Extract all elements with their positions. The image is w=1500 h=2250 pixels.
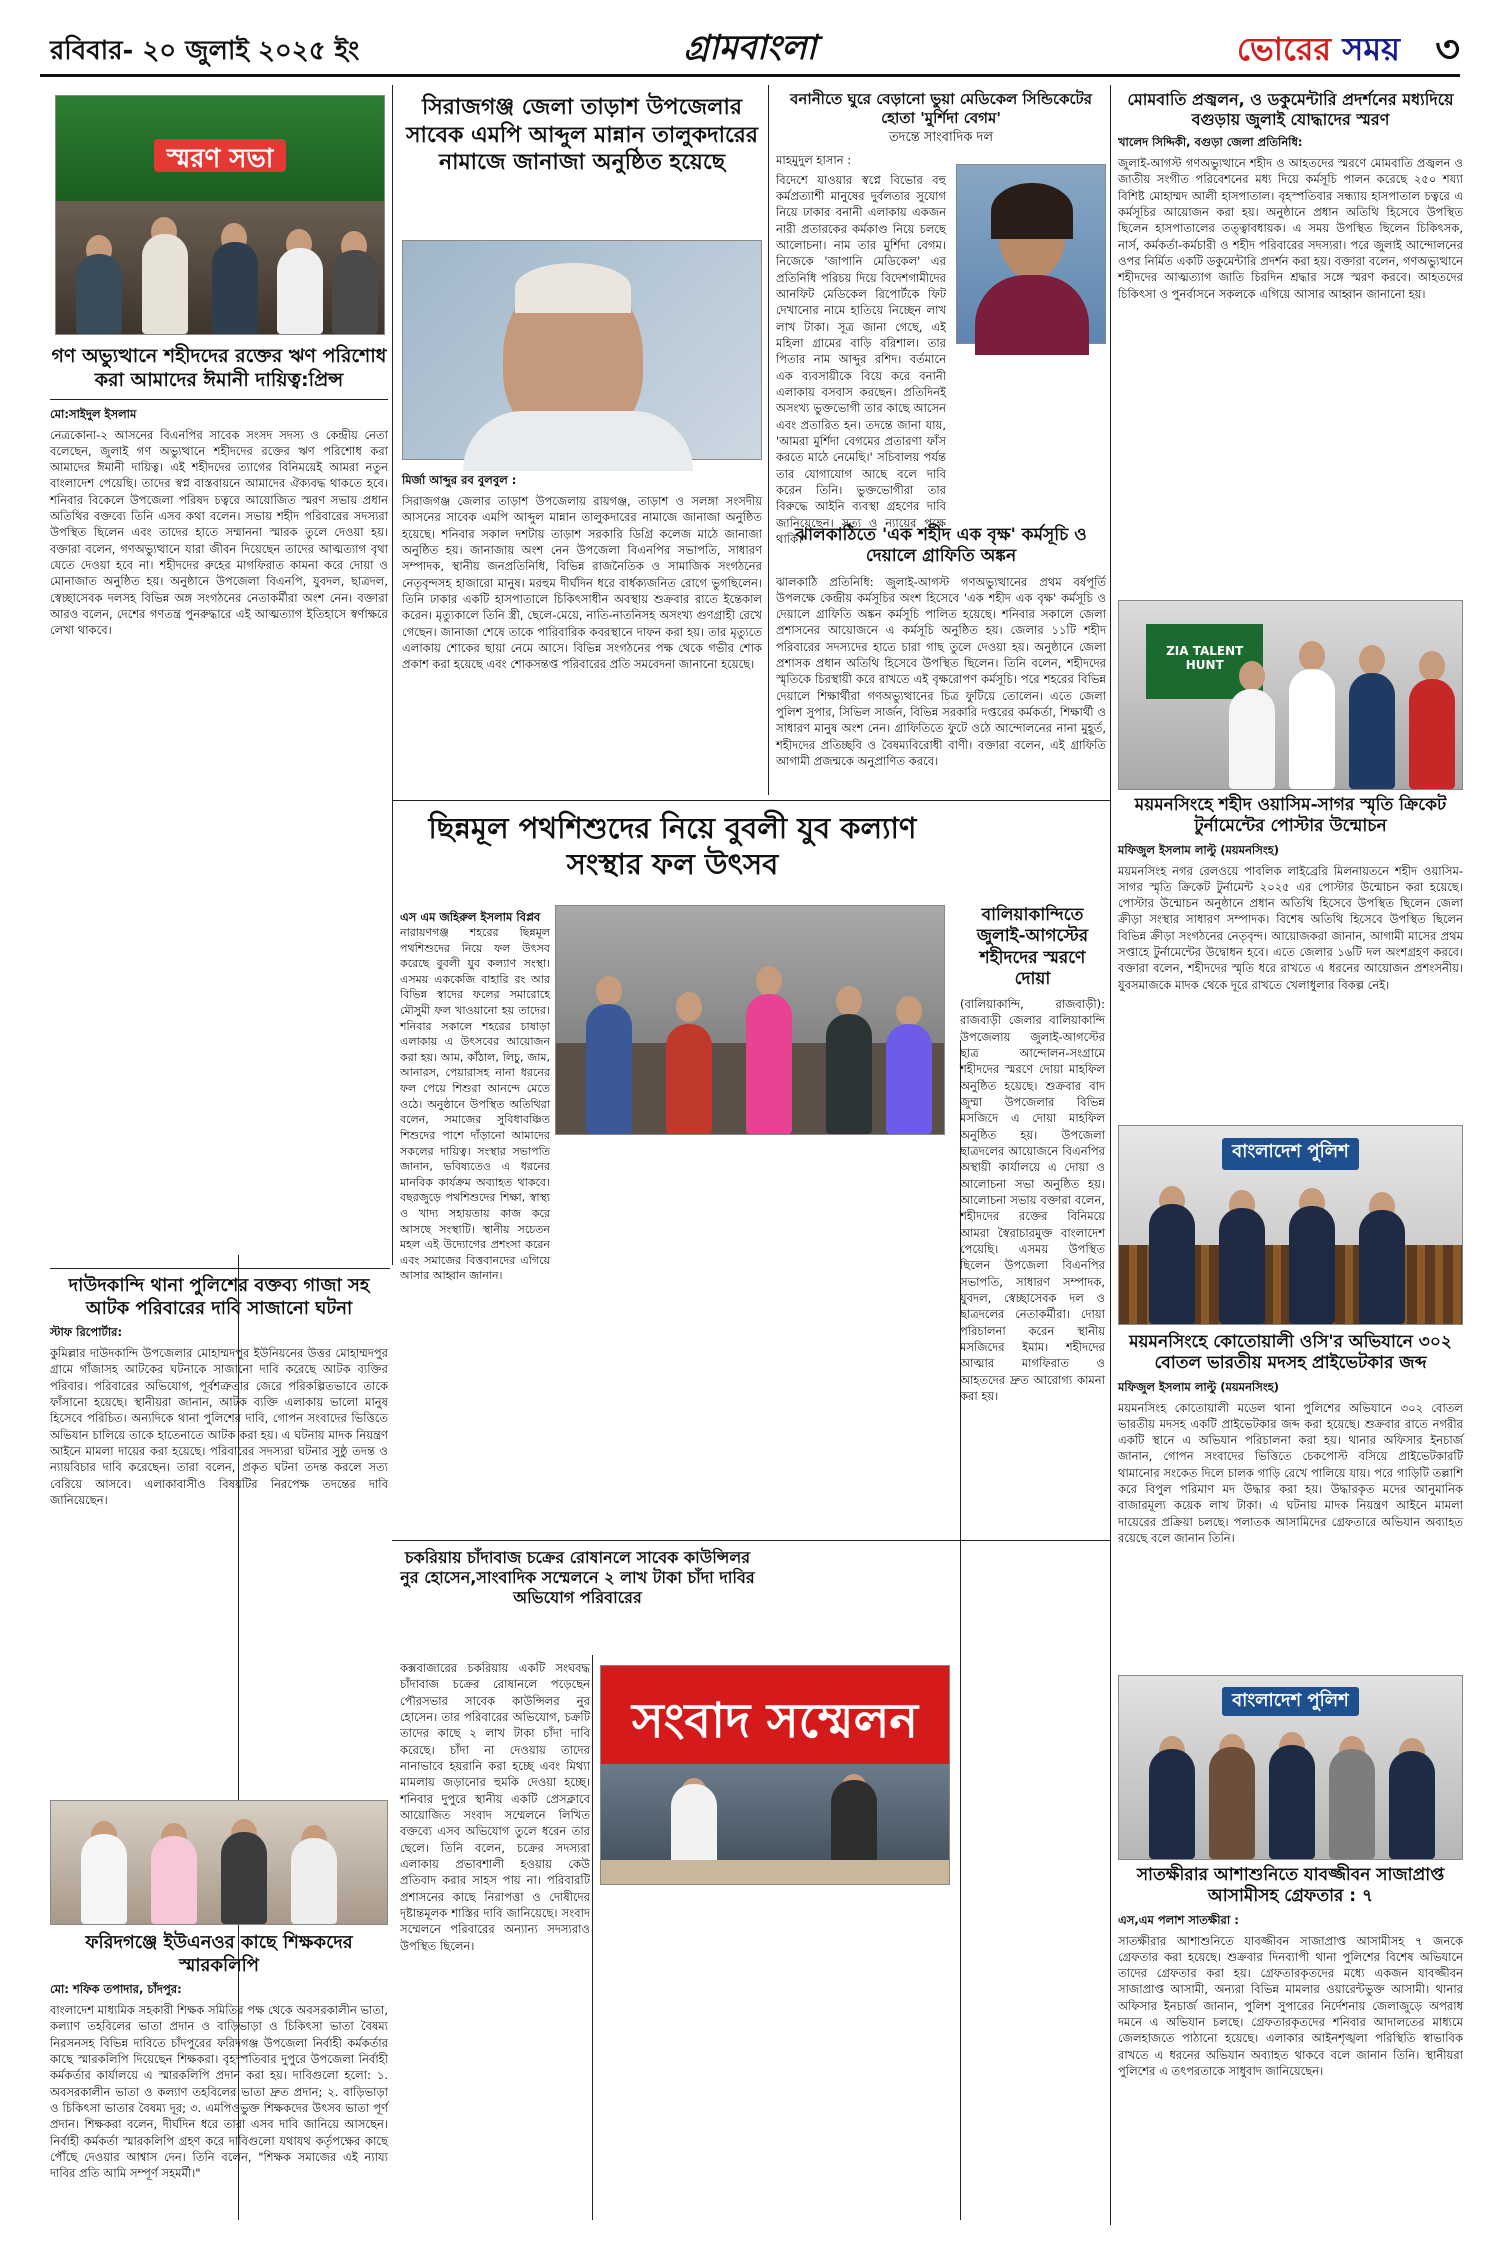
masthead-rule xyxy=(40,74,1460,77)
article-body: বিদেশে যাওয়ার স্বপ্নে বিভোর বহু কর্মপ্রত্যাশী মানুষের দুর্বলতার সুযোগ নিয়ে ঢাকার বনানী এলাকায় একজন নারী প্রতারকের কর্মকাণ্ড নিয়ে চলছে আলোচনা। নাম তার মুর্শিদা বেগম। নিজেকে 'জাপানি মেডিকেল' এর প্রতিনিধি পরিচয় দিয়ে বিদেশগামীদের আনফিট মেডিকেল রিপোর্টকে ফিট দেখানোর নামে হাতিয়ে নিচ্ছেন লাখ লাখ টাকা। সূত্র জানা গেছে, এই মহিলা গ্রামের বাড়ি বরিশাল। তার পিতার নাম আব্দুর রশিদ। বর্তমানে এক ব্যবসায়ীকে বিয়ে করে বনানী এলাকায় বসবাস করছেন। প্রতিদিনই অসংখ্য ভুক্তভোগী তার কাছে আসেন এবং প্রতারিত হন। তদন্তে জানা যায়, 'আমরা মুর্শিদা বেগমের প্রতারণা ফাঁস করতে মাঠে নেমেছি।' সচিবালয় পর্যন্ত তার যোগাযোগ আছে বলে দাবি করেন তিনি। ভুক্তভোগীরা তার বিরুদ্ধে আইনি ব্যবস্থা গ্রহণের দাবি জানিয়েছেন। সত্য ও ন্যায়ের পক্ষে থাকি। xyxy=(776,172,946,546)
headline: গণ অভ্যুত্থানে শহীদদের রক্তের ঋণ পরিশোধ করা আমাদের ঈমানী দায়িত্ব:প্রিন্স xyxy=(51,345,387,391)
headline: সিরাজগঞ্জ জেলা তাড়াশ উপজেলার সাবেক এমপি আব্দুল মান্নান তালুকদারের নামাজে জানাজা অনুষ্ঠিত হয়েছে xyxy=(405,95,759,175)
article-fruit-festival-body-col xyxy=(400,925,550,1283)
newspaper-logo xyxy=(1237,24,1400,78)
article-body: ময়মনসিংহ কোতোয়ালী মডেল থানা পুলিশের অভিযানে ৩০২ বোতল ভারতীয় মদসহ একটি প্রাইভেটকার জব্দ করা হয়েছে। শুক্রবার রাতে নগরীর একটি স্থানে এ অভিযান পরিচালনা করা হয়। থানার অফিসার ইনচার্জ জানান, গোপন সংবাদের ভিত্তিতে চেকপোস্ট বসিয়ে প্রাইভেটকারটি থামানোর সংকেত দিলে চালক গাড়ি রেখে পালিয়ে যায়। পরে গাড়িটি তল্লাশি করে বিপুল পরিমাণ মদ উদ্ধার করা হয়। উদ্ধারকৃত মদের আনুমানিক বাজারমূল্য কয়েক লাখ টাকা। এ ঘটনায় মাদক নিয়ন্ত্রণ আইনে মামলা দায়েরের প্রক্রিয়া চলছে। পলাতক আসামিদের গ্রেফতারে অভিযান অব্যাহত রয়েছে বলে জানান তিনি। xyxy=(1118,1400,1463,1546)
column-divider xyxy=(768,85,769,795)
headline: সাতক্ষীরার আশাশুনিতে যাবজ্জীবন সাজাপ্রাপ্ত আসামীসহ গ্রেফতার : ৭ xyxy=(1136,1865,1445,1907)
article-body: জুলাই-আগস্ট গণঅভ্যুত্থানে শহীদ ও আহতদের স্মরণে মোমবাতি প্রজ্বলন ও জাতীয় সংগীত পরিবেশনের মধ্য দিয়ে কর্মসূচি পালন করেছে ২৫০ শয্যা বিশিষ্ট মোহাম্মদ আলী হাসপাতাল। বৃহস্পতিবার সন্ধ্যায় হাসপাতাল চত্বরে এ কর্মসূচির আয়োজন করা হয়। অনুষ্ঠানে প্রধান অতিথি হিসেবে উপস্থিত ছিলেন হাসপাতালের তত্ত্বাবধায়ক। এ সময় উপস্থিত ছিলেন চিকিৎসক, নার্স, কর্মকর্তা-কর্মচারী ও শহীদ পরিবারের সদস্যরা। পরে জুলাই আন্দোলনের ওপর নির্মিত একটি ডকুমেন্টারি প্রদর্শন করা হয়। বক্তারা বলেন, গণঅভ্যুত্থানে শহীদদের আত্মত্যাগ জাতি চিরদিন শ্রদ্ধার সঙ্গে স্মরণ করবে। আহতদের চিকিৎসা ও পুনর্বাসনে সকলকে এগিয়ে আসার আহ্বান জানানো হয়। xyxy=(1118,156,1463,301)
section-title: গ্রামবাংলা xyxy=(683,28,817,68)
article-daudkandi xyxy=(50,1275,388,1795)
headline: চকরিয়ায় চাঁদাবাজ চক্রের রোষানলে সাবেক কাউন্সিলর নুর হোসেন,সাংবাদিক সম্মেলনে ২ লাখ টাকা চাঁদা দাবির অভিযোগ পরিবারের xyxy=(400,1548,755,1607)
headline: ময়মনসিংহে শহীদ ওয়াসিম-সাগর স্মৃতি ক্রিকেট টুর্নামেন্টের পোস্টার উন্মোচন xyxy=(1134,795,1447,837)
headline: বনানীতে ঘুরে বেড়ানো ভুয়া মেডিকেল সিন্ডিকেটের হোতা 'মুর্শিদা বেগম' xyxy=(790,90,1092,127)
article-body: ঝালকাঠি প্রতিনিধি: জুলাই-আগস্ট গণঅভ্যুত্থানের প্রথম বর্ষপূর্তি উপলক্ষে কেন্দ্রীয় কর্মসূচির অংশ হিসেবে 'এক শহীদ এক বৃক্ষ' কর্মসূচি ও দেয়ালে গ্রাফিতি অঙ্কন কর্মসূচি পালিত হয়েছে। শনিবার সকালে জেলা প্রশাসনের আয়োজনে এ কর্মসূচি অনুষ্ঠিত হয়। জেলার ১১টি শহীদ পরিবারের সদস্যদের হাতে চারা গাছ তুলে দেওয়া হয়। অনুষ্ঠানে জেলা প্রশাসক প্রধান অতিথি হিসেবে উপস্থিত ছিলেন। তিনি বলেন, শহীদদের স্মৃতিকে চিরস্থায়ী করে রাখতে এই বৃক্ষরোপণ কর্মসূচি। পরে শহরের বিভিন্ন দেয়ালে শিক্ষার্থীরা গণঅভ্যুত্থানের চিত্র ফুটিয়ে তোলেন। এতে জেলা পুলিশ সুপার, সিভিল সার্জন, বিভিন্ন সরকারি দপ্তরের কর্মকর্তা, শিক্ষার্থী ও সাধারণ মানুষ অংশ নেন। গ্রাফিতিতে ফুটে ওঠে আন্দোলনের নানা মুহূর্ত, শহীদদের প্রতিচ্ছবি ও বৈষম্যবিরোধী বাণী। বক্তারা বলেন, এই গ্রাফিতি আগামী প্রজন্মকে অনুপ্রাণিত করবে। xyxy=(776,574,1106,769)
article-body: কুমিল্লার দাউদকান্দি উপজেলার মোহাম্মদপুর ইউনিয়নের উত্তর মোহাম্মদপুর গ্রামে গাঁজাসহ আটকের ঘটনাকে সাজানো দাবি করেছে আটক ব্যক্তির পরিবার। পরিবারের অভিযোগ, পূর্বশত্রুতার জেরে পরিকল্পিতভাবে তাকে ফাঁসানো হয়েছে। স্থানীয়রা জানান, আটক ব্যক্তি এলাকায় ভালো মানুষ হিসেবে পরিচিত। অন্যদিকে থানা পুলিশের দাবি, গোপন সংবাদের ভিত্তিতে অভিযান চালিয়ে তাকে হাতেনাতে আটক করা হয়। এ ঘটনায় মাদক নিয়ন্ত্রণ আইনে মামলা দায়ের করা হয়েছে। পরিবারের সদস্যরা ঘটনার সুষ্ঠু তদন্ত ও ন্যায়বিচার দাবি করেছেন। তারা বলেন, প্রকৃত ঘটনা তদন্ত করলে সত্য বেরিয়ে আসবে। এলাকাবাসীও বিষয়টির নিরপেক্ষ তদন্তের দাবি জানিয়েছেন। xyxy=(50,1346,388,1507)
article-body: কক্সবাজারের চকরিয়ায় একটি সংঘবদ্ধ চাঁদাবাজ চক্রের রোষানলে পড়েছেন পৌরসভার সাবেক কাউন্সিলর নুর হোসেন। তার পরিবারের অভিযোগ, চক্রটি তাদের কাছে ২ লাখ টাকা চাঁদা দাবি করেছে। চাঁদা না দেওয়ায় তাদের নানাভাবে হয়রানি করা হচ্ছে এবং মিথ্যা মামলায় জড়ানোর হুমকি দেওয়া হচ্ছে। শনিবার দুপুরে স্থানীয় একটি প্রেসক্লাবে আয়োজিত সংবাদ সম্মেলনে লিখিত বক্তব্যে এসব অভিযোগ তুলে ধরেন তার ছেলে। তিনি বলেন, চক্রের সদস্যরা এলাকায় প্রভাবশালী হওয়ায় কেউ প্রতিবাদ করার সাহস পায় না। পরিবারটি প্রশাসনের কাছে নিরাপত্তা ও দোষীদের দৃষ্টান্তমূলক শাস্তির দাবি জানিয়েছে। সংবাদ সম্মেলনে পরিবারের অন্যান্য সদস্যরাও উপস্থিত ছিলেন। xyxy=(400,1661,590,1953)
column-divider xyxy=(592,1655,593,2220)
byline: মফিজুল ইসলাম লাল্টু (ময়মনসিংহ) xyxy=(1118,842,1280,857)
byline: খালেদ সিদ্দিকী, বগুড়া জেলা প্রতিনিধি: xyxy=(1118,135,1303,149)
arrest-photo xyxy=(1118,1675,1463,1860)
banner-text: ZIA TALENT HUNT xyxy=(1146,624,1263,699)
column-divider xyxy=(1110,85,1111,2225)
byline: মফিজুল ইসলাম লাল্টু (ময়মনসিংহ) xyxy=(1118,1379,1280,1394)
article-body: নেত্রকোনা-২ আসনের বিএনপির সাবেক সংসদ সদস্য ও কেন্দ্রীয় নেতা বলেছেন, জুলাই গণ অভ্যুত্থানে শহীদদের রক্তের ঋণ পরিশোধ করা আমাদের ঈমানী দায়িত্ব। এই শহীদদের ত্যাগের বিনিময়েই আমরা নতুন বাংলাদেশ পেয়েছি। তাদের স্বপ্ন বাস্তবায়নে আমাদের ঐক্যবদ্ধ থাকতে হবে। শনিবার বিকেলে উপজেলা পরিষদ চত্বরে আয়োজিত স্মরণ সভায় প্রধান অতিথির বক্তব্যে তিনি এসব কথা বলেন। সভায় শহীদ পরিবারের সদস্যরা উপস্থিত ছিলেন এবং তাদের হাতে সম্মাননা স্মারক তুলে দেওয়া হয়। বক্তারা বলেন, গণঅভ্যুত্থানে যারা জীবন দিয়েছেন তাদের আত্মত্যাগ বৃথা যেতে দেওয়া হবে না। শহীদদের রুহের মাগফিরাত কামনা করে দোয়া ও মোনাজাত অনুষ্ঠিত হয়। অনুষ্ঠানে উপজেলা বিএনপি, যুবদল, ছাত্রদল, স্বেচ্ছাসেবক দলসহ বিভিন্ন অঙ্গ সংগঠনের নেতাকর্মীরা অংশ নেন। বক্তারা আরও বলেন, দেশের গণতন্ত্র পুনরুদ্ধারে এই আত্মত্যাগ ইতিহাসে স্বর্ণাক্ষরে লেখা থাকবে। xyxy=(50,427,388,638)
headline: মোমবাতি প্রজ্বলন, ও ডকুমেন্টারি প্রদর্শনের মধ্যদিয়ে বগুড়ায় জুলাই যোদ্ধাদের স্মরণ xyxy=(1127,90,1454,129)
byline: এস,এম পলাশ সাতক্ষীরা : xyxy=(1118,1912,1239,1927)
headline: ঝালকাঠিতে 'এক শহীদ এক বৃক্ষ' কর্মসূচি ও দেয়ালে গ্রাফিতি অঙ্কন xyxy=(795,525,1087,567)
portrait-photo xyxy=(402,240,762,460)
byline: মো:সাইদুল ইসলাম xyxy=(50,406,137,421)
article-body: নারায়ণগঞ্জ শহরের ছিন্নমূল পথশিশুদের নিয়ে ফল উৎসব করেছে বুবলী যুব কল্যাণ সংস্থা। এসময় এককেজি বাহারি রং আর বিভিন্ন স্বাদের ফলের সমারোহে মৌসুমী ফল খাওয়ানো হয় তাদের। শনিবার সকালে শহরের চাষাড়া এলাকায় এ উৎসবের আয়োজন করা হয়। আম, কাঁঠাল, লিচু, জাম, আনারস, পেয়ারাসহ নানা ধরনের ফল পেয়ে শিশুরা আনন্দে মেতে ওঠে। অনুষ্ঠানে উপস্থিত অতিথিরা বলেন, সমাজের সুবিধাবঞ্চিত শিশুদের পাশে দাঁড়ানো আমাদের সকলের দায়িত্ব। সংস্থার সভাপতি জানান, ভবিষ্যতেও এ ধরনের মানবিক কার্যক্রম অব্যাহত থাকবে। বছরজুড়ে পথশিশুদের শিক্ষা, স্বাস্থ্য ও খাদ্য সহায়তায় কাজ করে আসছে সংস্থাটি। স্থানীয় সচেতন মহল এই উদ্যোগের প্রশংসা করেন এবং সমাজের বিত্তবানদের এগিয়ে আসার আহ্বান জানান। xyxy=(400,926,550,1283)
article-ashashuni-arrest xyxy=(1118,1865,1463,2225)
article-bogura-candle xyxy=(1118,90,1463,600)
article-jhalokathi xyxy=(776,525,1106,795)
children-fruit-photo xyxy=(555,905,945,1135)
subheadline: তদন্তে সাংবাদিক দল xyxy=(888,129,994,145)
logo-part-1: ভোরের xyxy=(1236,30,1332,68)
article-body: সাতক্ষীরার আশাশুনিতে যাবজ্জীবন সাজাপ্রাপ্ত আসামীসহ ৭ জনকে গ্রেফতার করা হয়েছে। শুক্রবার দিনব্যাপী থানা পুলিশের বিশেষ অভিযানে তাদের গ্রেফতার করা হয়। গ্রেফতারকৃতদের মধ্যে একজন যাবজ্জীবন সাজাপ্রাপ্ত আসামী, অন্যরা বিভিন্ন মামলার ওয়ারেন্টভুক্ত আসামী। থানার অফিসার ইনচার্জ জানান, পুলিশ সুপারের নির্দেশনায় জেলাজুড়ে অপরাধ দমনে এ অভিযান চলছে। গ্রেফতারকৃতদের শনিবার আদালতের মাধ্যমে জেলহাজতে পাঠানো হয়েছে। এলাকার আইনশৃঙ্খলা পরিস্থিতি স্বাভাবিক রাখতে এ ধরনের অভিযান অব্যাহত থাকবে বলে জানান তিনি। স্থানীয়রা পুলিশের এ তৎপরতাকে সাধুবাদ জানিয়েছেন। xyxy=(1118,1933,1463,2079)
banner-text: বাংলাদেশ পুলিশ xyxy=(1222,1687,1359,1716)
memorandum-photo xyxy=(50,1800,388,1925)
article-chakaria-body xyxy=(400,1660,590,2225)
article-chakaria-side xyxy=(960,1548,1105,2225)
police-seizure-photo xyxy=(1118,1125,1463,1325)
memorial-meeting-photo xyxy=(55,95,385,335)
article-ganaoubhuthan xyxy=(50,345,388,1265)
article-chakaria-body-cont xyxy=(600,1892,950,2225)
article-body: ময়মনসিংহ নগর রেলওয়ে পাবলিক লাইব্রেরি মিলনায়তনে শহীদ ওয়াসিম-সাগর স্মৃতি ক্রিকেট টুর্নামেন্ট ২০২৫ এর পোস্টার উন্মোচন করা হয়েছে। পোস্টার উন্মোচন অনুষ্ঠানে প্রধান অতিথি হিসেবে উপস্থিত ছিলেন জেলা ক্রীড়া সংস্থার সাধারণ সম্পাদক। বিশেষ অতিথি হিসেবে উপস্থিত ছিলেন বিভিন্ন ক্রীড়া সংগঠনের নেতৃবৃন্দ। আয়োজকরা জানান, আগামী মাসের প্রথম সপ্তাহে টুর্নামেন্টের উদ্বোধন হবে। এতে জেলার ১৬টি দল অংশগ্রহণ করবে। বক্তারা বলেন, শহীদদের স্মৃতি ধরে রাখতে এ ধরনের আয়োজন প্রশংসনীয়। যুবসমাজকে মাদক থেকে দূরে রাখতে খেলাধুলার বিকল্প নেই। xyxy=(1118,863,1463,992)
article-chakaria-headline xyxy=(400,1548,755,1658)
article-body: সিরাজগঞ্জ জেলার তাড়াশ উপজেলায় রায়গঞ্জ, তাড়াশ ও সলঙ্গা সংসদীয় আসনের সাবেক এমপি আব্দুল মান্নান তালুকদারের নামাজে জানাজা অনুষ্ঠিত হয়েছে। শনিবার সকাল দশটায় তাড়াশ সরকারি ডিগ্রি কলেজ মাঠে জানাজা অনুষ্ঠিত হয়। জানাজায় অংশ নেন উপজেলা বিএনপির সভাপতি, সাধারণ সম্পাদক, স্থানীয় জনপ্রতিনিধি, বিভিন্ন রাজনৈতিক ও সামাজিক সংগঠনের নেতৃবৃন্দসহ হাজারো মানুষ। মরহুম দীর্ঘদিন ধরে বার্ধক্যজনিত রোগে ভুগছিলেন। তিনি ঢাকার একটি হাসপাতালে চিকিৎসাধীন অবস্থায় শুক্রবার রাতে ইন্তেকাল করেন। মৃত্যুকালে তিনি স্ত্রী, ছেলে-মেয়ে, নাতি-নাতনিসহ অসংখ্য গুণগ্রাহী রেখে গেছেন। জানাজা শেষে তাকে পারিবারিক কবরস্থানে দাফন করা হয়। তার মৃত্যুতে এলাকায় শোকের ছায়া নেমে আসে। বিভিন্ন সংগঠনের পক্ষ থেকে গভীর শোক প্রকাশ করা হয়েছে এবং শোকসন্তপ্ত পরিবারের প্রতি সমবেদনা জানানো হয়েছে। xyxy=(402,494,762,672)
headline: ময়মনসিংহে কোতোয়ালী ওসি'র অভিযানে ৩০২ বোতল ভারতীয় মদসহ প্রাইভেটকার জব্দ xyxy=(1129,1332,1452,1374)
article-baliyakandi xyxy=(960,905,1105,1525)
article-body: বাংলাদেশ মাধ্যমিক সহকারী শিক্ষক সমিতির পক্ষ থেকে অবসরকালীন ভাতা, কল্যাণ তহবিলের ভাতা প্রদান ও বাড়িভাড়া ও চিকিৎসা ভাতা বৈষম্য নিরসনসহ বিভিন্ন দাবিতে চাঁদপুরের ফরিদগঞ্জ উপজেলা নির্বাহী কর্মকর্তার কাছে স্মারকলিপি দিয়েছেন শিক্ষকরা। বৃহস্পতিবার দুপুরে উপজেলা নির্বাহী কর্মকর্তার কার্যালয়ে এ স্মারকলিপি প্রদান করা হয়। দাবিগুলো হলো: ১. অবসরকালীন ভাতা ও কল্যাণ তহবিলের ভাতা দ্রুত প্রদান; ২. বাড়িভাড়া ও চিকিৎসা ভাতার বৈষম্য দূর; ৩. এমপিওভুক্ত শিক্ষকদের উৎসব ভাতা পূর্ণ প্রদান। শিক্ষকরা বলেন, দীর্ঘদিন ধরে তারা এসব দাবি জানিয়ে আসছেন। নির্বাহী কর্মকর্তা স্মারকলিপি গ্রহণ করে দাবিগুলো যথাযথ কর্তৃপক্ষের কাছে পৌঁছে দেওয়ার আশ্বাস দেন। তিনি বলেন, "শিক্ষক সমাজের এই ন্যায্য দাবির প্রতি আমি সম্পূর্ণ সহমর্মী।" xyxy=(50,2003,388,2181)
masthead xyxy=(40,18,1460,71)
logo-part-2: সময় xyxy=(1342,30,1400,68)
headline: ছিন্নমূল পথশিশুদের নিয়ে বুবলী যুব কল্যাণ সংস্থার ফল উৎসব xyxy=(428,811,917,882)
headline: ফরিদগঞ্জে ইউএনওর কাছে শিক্ষকদের স্মারকলিপি xyxy=(85,1932,353,1976)
article-fruit-festival-headline xyxy=(400,810,945,900)
byline: মো: শফিক তপাদার, চাঁদপুর: xyxy=(50,1982,182,1996)
banner-text: বাংলাদেশ পুলিশ xyxy=(1222,1138,1359,1170)
page-number: ৩ xyxy=(1435,27,1460,71)
byline: এস এম জহিরুল ইসলাম বিপ্লব xyxy=(400,910,541,924)
article-faridganj xyxy=(50,1932,388,2227)
headline: দাউদকান্দি থানা পুলিশের বক্তব্য গাজা সহ আটক পরিবারের দাবি সাজানো ঘটনা xyxy=(68,1275,370,1319)
byline: স্টাফ রিপোর্টার: xyxy=(50,1325,123,1339)
woman-portrait-photo xyxy=(956,164,1106,344)
poster-unveiling-photo xyxy=(1118,600,1463,790)
byline: মির্জা আব্দুর রব বুলবুল : xyxy=(402,473,517,487)
banner-text: সংবাদ সম্মেলন xyxy=(601,1666,949,1764)
article-body-left: মাহমুদুল হাসান : xyxy=(776,152,852,167)
article-body: (বালিয়াকান্দি, রাজবাড়ী): রাজবাড়ী জেলার বালিয়াকান্দি উপজেলায় জুলাই-আগস্টের ছাত্র আন্দোলন-সংগ্রামে শহীদদের স্মরণে দোয়া মাহফিল অনুষ্ঠিত হয়েছে। শুক্রবার বাদ জুম্মা উপজেলার বিভিন্ন মসজিদে এ দোয়া মাহফিল অনুষ্ঠিত হয়। উপজেলা ছাত্রদলের আয়োজনে বিএনপির অস্থায়ী কার্যালয়ে এ দোয়া ও আলোচনা সভা অনুষ্ঠিত হয়। আলোচনা সভায় বক্তারা বলেন, শহীদদের রক্তের বিনিময়ে আমরা স্বৈরাচারমুক্ত বাংলাদেশ পেয়েছি। এসময় উপস্থিত ছিলেন উপজেলা বিএনপির সভাপতি, সাধারণ সম্পাদক, যুবদল, স্বেচ্ছাসেবক দল ও ছাত্রদলের নেতাকর্মীরা। দোয়া পরিচালনা করেন স্থানীয় মসজিদের ইমাম। শহীদদের আত্মার মাগফিরাত ও আহতদের দ্রুত আরোগ্য কামনা করা হয়। xyxy=(960,997,1105,1403)
article-janaza-headline xyxy=(402,90,762,235)
issue-date: রবিবার- ২০ জুলাই ২০২৫ ইং xyxy=(50,36,360,66)
press-conference-photo xyxy=(600,1665,950,1885)
headline: বালিয়াকান্দিতে জুলাই-আগস্টের শহীদদের স্মরণে দোয়া xyxy=(976,905,1089,989)
banner-text: স্মরণ সভা xyxy=(154,139,285,172)
article-janaza-body xyxy=(402,468,762,798)
column-divider xyxy=(392,85,393,1265)
